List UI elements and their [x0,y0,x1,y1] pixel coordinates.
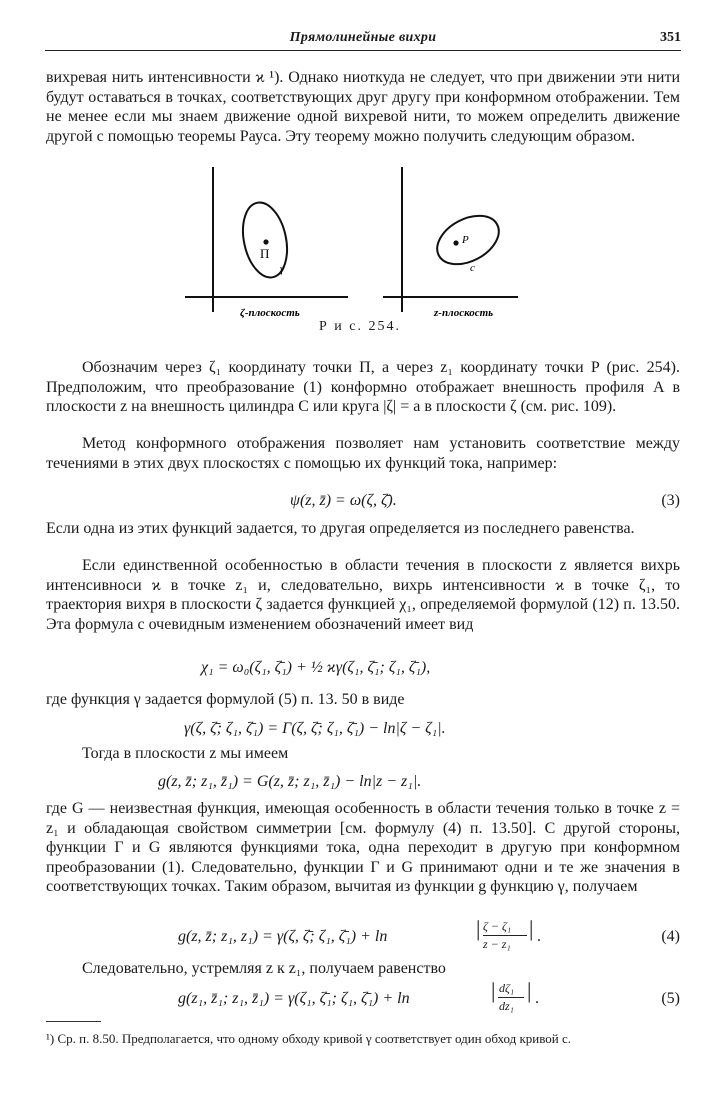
figure-254 [180,165,520,345]
formula-5-frac-top: dζ₁ [499,981,515,995]
formula-4-frac-bottom: z − z₁ [483,937,511,951]
footnote-rule [46,1021,101,1022]
formula-chi-expression: χ₁ = ω₀(ζ₁, ζ̄₁) + ½ ϰγ(ζ₁, ζ̄₁; ζ₁, ζ̄₁), [201,659,431,676]
formula-4-abs-right: | [529,916,534,941]
formula-4-frac-top: ζ − ζ₁ [483,919,511,933]
formula-4-number: (4) [661,928,680,945]
right-curve-label: c [470,262,475,274]
page-number: 351 [660,30,681,45]
paragraph-2: Обозначим через ζ₁ координату точки П, а через z₁ координату точки P (рис. 254). Предположим, что преобразование (1) конформно отображает внешность профиля A в плоскости z на внешность цилиндра C или круга |ζ| = a в плоскости ζ (см. рис. 109). [46,359,680,416]
figure-caption: Р и с. 254. [319,319,401,334]
left-curve-label: γ [280,263,285,275]
right-point-dot [453,240,458,245]
formula-gamma-expression: γ(ζ, ζ̄; ζ₁, ζ̄₁) = Γ(ζ, ζ̄; ζ₁, ζ̄₁) − ln|ζ − ζ₁|. [184,720,446,737]
paragraph-6: где функция γ задается формулой (5) п. 13. 50 в виде [46,691,405,708]
paragraph-1: вихревая нить интенсивности ϰ ¹). Однако ниоткуда не следует, что при движении эти нити будут оставаться в точках, соответствующих друг другу при конформном отображении. Тем не менее если мы знаем движение одной вихревой нити, то можем определить движение другой с помощью теоремы Рауса. Эту теорему можно получить следующим образом. [46,69,680,145]
formula-5-lhs: g(z₁, z̄₁; z₁, z̄₁) = γ(ζ₁, ζ̄₁; ζ₁, ζ̄₁) + ln [178,990,410,1007]
formula-3-number: (3) [661,492,680,509]
formula-5-dot: . [535,990,539,1007]
formula-5-number: (5) [661,990,680,1007]
formula-5 [46,978,680,1022]
formula-4-frac-line [483,935,527,936]
formula-4 [46,916,680,960]
page-header [45,30,681,51]
figure-drawing [180,165,520,345]
right-plane-label: z-плоскость [434,307,494,319]
formula-5-frac-line [498,997,524,998]
formula-g-expression: g(z, z̄; z₁, z̄₁) = G(z, z̄; z₁, z̄₁) − ln|z − z₁|. [158,773,422,790]
paragraph-7: Тогда в плоскости z мы имеем [82,745,289,762]
left-point-dot [263,239,268,244]
paragraph-5: Если единственной особенностью в области течения в плоскости z является вихрь интенсивноси ϰ в точке z₁ и, следовательно, вихрь интенсивности ϰ в точке ζ₁, то траектория вихря в плоскости ζ задается функцией χ₁, определяемой формулой (12) п. 13.50. Эта формула с очевидным изменением обозначений имеет вид [46,557,680,633]
running-title: Прямолинейные вихри [289,30,437,45]
left-plane-label: ζ-плоскость [240,307,300,319]
paragraph-3: Метод конформного отображения позволяет нам установить соответствие между течениями в этих двух плоскостях с помощью их функций тока, например: [46,435,680,472]
formula-5-frac-bottom: dz₁ [499,999,514,1013]
paragraph-8: где G — неизвестная функция, имеющая особенность в области течения только в точке z = z₁ и обладающая свойством симметрии [см. формулу (4) п. 13.50]. С другой стороны, функции Γ и G являются функциями тока, одна переходит в другую при конформном преобразовании (1). Следовательно, функции Γ и G принимают одни и те же значения в соответствующих точках. Таким образом, вычитая из функции g функцию γ, получаем [46,800,680,896]
formula-4-dot: . [537,928,541,945]
formula-4-lhs: g(z, z̄; z₁, z₁) = γ(ζ, ζ̄; ζ₁, ζ̄₁) + ln [178,928,388,945]
paragraph-4: Если одна из этих функций задается, то другая определяется из последнего равенства. [46,520,635,537]
left-point-label: П [260,246,270,261]
paragraph-9: Следовательно, устремляя z к z₁, получаем равенство [82,960,446,977]
footnote: ¹) Ср. п. 8.50. Предполагается, что одному обходу кривой γ соответствует один обход кривой c. [46,1031,572,1046]
formula-3-expression: ψ(z, z̄) = ω(ζ, ζ̄). [290,492,397,509]
right-point-label: P [462,234,469,246]
formula-5-abs-right: | [527,978,532,1003]
formula-5-abs-left: | [491,978,496,1003]
formula-4-abs-left: | [476,916,481,941]
